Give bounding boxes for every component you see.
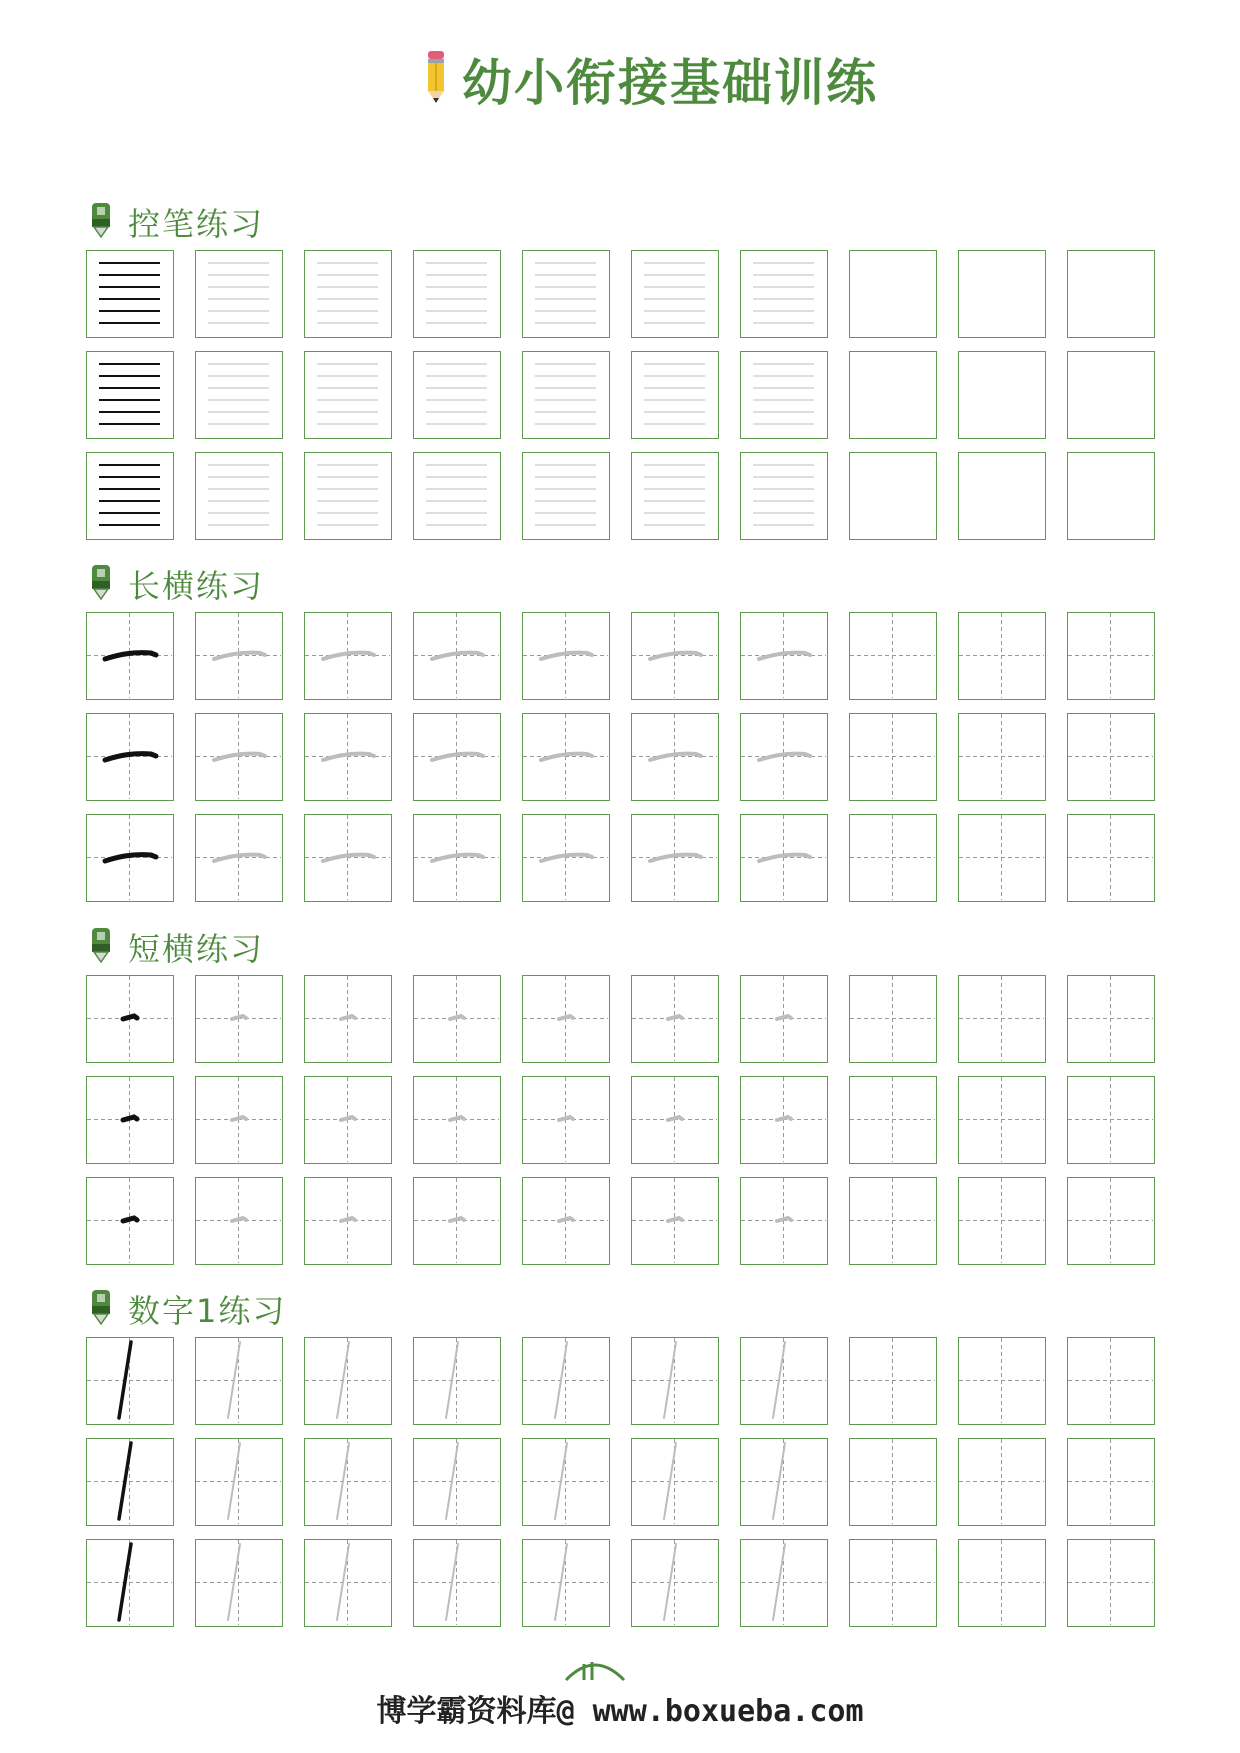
trace-cell — [413, 351, 501, 439]
blank-practice-cell — [849, 1438, 937, 1526]
blank-stroke — [1068, 453, 1153, 538]
trace-cell — [522, 1438, 610, 1526]
model-cell — [86, 1539, 174, 1627]
blank-practice-cell — [1067, 1539, 1155, 1627]
trace-cell — [522, 975, 610, 1063]
trace-cell — [304, 1539, 392, 1627]
blank-practice-cell — [849, 351, 937, 439]
trace-stroke — [741, 453, 826, 538]
section-title-long-horizontal: 长横练习 — [128, 567, 265, 605]
trace-cell — [522, 814, 610, 902]
trace-stroke — [414, 251, 499, 336]
blank-practice-cell — [849, 713, 937, 801]
trace-cell — [522, 1076, 610, 1164]
trace-stroke — [196, 352, 281, 437]
trace-cell — [522, 612, 610, 700]
trace-cell — [740, 351, 828, 439]
blank-practice-cell — [1067, 975, 1155, 1063]
blank-stroke — [1068, 1439, 1153, 1524]
trace-cell — [304, 250, 392, 338]
trace-stroke — [196, 714, 281, 799]
blank-stroke — [850, 251, 935, 336]
blank-practice-cell — [958, 1438, 1046, 1526]
model-cell — [86, 1438, 174, 1526]
trace-cell — [740, 452, 828, 540]
trace-cell — [631, 814, 719, 902]
trace-stroke — [632, 714, 717, 799]
blank-stroke — [959, 1077, 1044, 1162]
trace-cell — [631, 1438, 719, 1526]
trace-stroke — [632, 613, 717, 698]
trace-stroke — [632, 1077, 717, 1162]
blank-practice-cell — [849, 250, 937, 338]
trace-cell — [631, 975, 719, 1063]
blank-stroke — [850, 1178, 935, 1263]
trace-stroke — [196, 1439, 281, 1524]
trace-cell — [195, 250, 283, 338]
trace-cell — [304, 814, 392, 902]
trace-stroke — [523, 1540, 608, 1625]
pencil-eraser-icon — [88, 1288, 114, 1330]
trace-cell — [304, 1337, 392, 1425]
blank-stroke — [959, 251, 1044, 336]
model-stroke — [87, 613, 172, 698]
blank-practice-cell — [849, 1539, 937, 1627]
trace-cell — [195, 1539, 283, 1627]
trace-cell — [522, 1539, 610, 1627]
trace-stroke — [305, 1439, 390, 1524]
model-cell — [86, 713, 174, 801]
blank-stroke — [850, 1439, 935, 1524]
trace-stroke — [196, 1338, 281, 1423]
blank-stroke — [850, 1338, 935, 1423]
trace-cell — [740, 250, 828, 338]
blank-stroke — [959, 1540, 1044, 1625]
blank-stroke — [1068, 1077, 1153, 1162]
blank-practice-cell — [958, 250, 1046, 338]
blank-stroke — [1068, 1178, 1153, 1263]
trace-cell — [413, 1539, 501, 1627]
trace-stroke — [414, 1540, 499, 1625]
trace-stroke — [523, 352, 608, 437]
blank-stroke — [959, 815, 1044, 900]
blank-practice-cell — [849, 814, 937, 902]
trace-cell — [195, 452, 283, 540]
blank-practice-cell — [958, 351, 1046, 439]
model-stroke — [87, 453, 172, 538]
blank-practice-cell — [958, 1539, 1046, 1627]
trace-stroke — [523, 1439, 608, 1524]
model-stroke — [87, 976, 172, 1061]
blank-practice-cell — [958, 1177, 1046, 1265]
trace-stroke — [414, 1439, 499, 1524]
trace-stroke — [305, 1077, 390, 1162]
trace-cell — [740, 1076, 828, 1164]
blank-practice-cell — [958, 814, 1046, 902]
page-title: 幼小衔接基础训练 — [462, 53, 878, 112]
trace-cell — [740, 975, 828, 1063]
blank-stroke — [959, 1338, 1044, 1423]
model-cell — [86, 975, 174, 1063]
blank-stroke — [1068, 1338, 1153, 1423]
blank-practice-cell — [1067, 1177, 1155, 1265]
trace-stroke — [632, 251, 717, 336]
trace-stroke — [741, 1338, 826, 1423]
trace-cell — [522, 351, 610, 439]
trace-cell — [740, 713, 828, 801]
blank-stroke — [1068, 251, 1153, 336]
model-stroke — [87, 1178, 172, 1263]
trace-stroke — [523, 1077, 608, 1162]
trace-stroke — [196, 251, 281, 336]
trace-stroke — [305, 251, 390, 336]
blank-practice-cell — [1067, 1337, 1155, 1425]
trace-cell — [304, 1076, 392, 1164]
pencil-eraser-icon — [88, 926, 114, 968]
model-stroke — [87, 1540, 172, 1625]
section-title-short-horizontal: 短横练习 — [128, 930, 265, 968]
trace-cell — [195, 1438, 283, 1526]
blank-stroke — [959, 1439, 1044, 1524]
model-cell — [86, 814, 174, 902]
blank-stroke — [1068, 976, 1153, 1061]
trace-cell — [631, 351, 719, 439]
trace-stroke — [632, 453, 717, 538]
blank-practice-cell — [1067, 250, 1155, 338]
trace-stroke — [523, 453, 608, 538]
trace-cell — [195, 814, 283, 902]
trace-stroke — [305, 1178, 390, 1263]
section-header-digit-one — [88, 1287, 286, 1331]
trace-stroke — [305, 815, 390, 900]
trace-stroke — [414, 815, 499, 900]
footer-watermark-text: 博学霸资料库@ www.boxueba.com — [376, 1694, 864, 1729]
model-cell — [86, 1337, 174, 1425]
blank-practice-cell — [849, 1337, 937, 1425]
trace-cell — [522, 452, 610, 540]
trace-cell — [631, 250, 719, 338]
trace-cell — [740, 612, 828, 700]
trace-cell — [304, 1177, 392, 1265]
trace-stroke — [523, 714, 608, 799]
trace-stroke — [414, 1178, 499, 1263]
trace-cell — [522, 1177, 610, 1265]
trace-stroke — [632, 352, 717, 437]
trace-stroke — [523, 815, 608, 900]
pencil-eraser-icon — [88, 201, 114, 243]
blank-stroke — [850, 976, 935, 1061]
model-stroke — [87, 714, 172, 799]
blank-stroke — [850, 1077, 935, 1162]
trace-stroke — [523, 976, 608, 1061]
blank-practice-cell — [958, 713, 1046, 801]
model-cell — [86, 250, 174, 338]
trace-cell — [195, 351, 283, 439]
trace-cell — [195, 1337, 283, 1425]
trace-stroke — [305, 976, 390, 1061]
trace-cell — [413, 814, 501, 902]
trace-cell — [631, 452, 719, 540]
section-header-long-horizontal — [88, 562, 264, 606]
trace-cell — [413, 1337, 501, 1425]
trace-cell — [195, 612, 283, 700]
trace-cell — [195, 1076, 283, 1164]
model-cell — [86, 1177, 174, 1265]
trace-stroke — [741, 251, 826, 336]
trace-stroke — [741, 714, 826, 799]
trace-cell — [304, 351, 392, 439]
trace-stroke — [523, 251, 608, 336]
trace-stroke — [196, 613, 281, 698]
pencil-eraser-icon — [88, 563, 114, 605]
trace-stroke — [305, 1338, 390, 1423]
trace-stroke — [196, 815, 281, 900]
arc-icon — [560, 1656, 630, 1686]
trace-cell — [631, 612, 719, 700]
blank-stroke — [959, 453, 1044, 538]
trace-stroke — [741, 1077, 826, 1162]
blank-practice-cell — [849, 452, 937, 540]
blank-stroke — [1068, 613, 1153, 698]
trace-stroke — [414, 1077, 499, 1162]
trace-stroke — [414, 714, 499, 799]
trace-cell — [413, 612, 501, 700]
trace-stroke — [741, 1178, 826, 1263]
trace-cell — [631, 713, 719, 801]
blank-stroke — [959, 613, 1044, 698]
blank-stroke — [850, 352, 935, 437]
blank-stroke — [850, 815, 935, 900]
trace-stroke — [414, 613, 499, 698]
blank-practice-cell — [1067, 1438, 1155, 1526]
trace-stroke — [414, 352, 499, 437]
model-cell — [86, 351, 174, 439]
trace-cell — [522, 250, 610, 338]
blank-practice-cell — [958, 1076, 1046, 1164]
trace-cell — [413, 250, 501, 338]
blank-stroke — [1068, 352, 1153, 437]
trace-cell — [304, 612, 392, 700]
trace-stroke — [632, 1439, 717, 1524]
trace-stroke — [741, 1540, 826, 1625]
trace-stroke — [523, 613, 608, 698]
blank-practice-cell — [1067, 351, 1155, 439]
trace-cell — [304, 713, 392, 801]
trace-cell — [413, 975, 501, 1063]
blank-stroke — [850, 453, 935, 538]
model-stroke — [87, 1338, 172, 1423]
blank-stroke — [959, 352, 1044, 437]
trace-cell — [195, 975, 283, 1063]
blank-stroke — [850, 714, 935, 799]
pencil-icon — [420, 49, 452, 109]
trace-stroke — [196, 1540, 281, 1625]
blank-practice-cell — [1067, 1076, 1155, 1164]
trace-stroke — [632, 1540, 717, 1625]
trace-cell — [413, 1177, 501, 1265]
trace-cell — [631, 1177, 719, 1265]
section-title-pen-control: 控笔练习 — [128, 205, 265, 243]
trace-cell — [740, 1177, 828, 1265]
model-stroke — [87, 352, 172, 437]
trace-stroke — [305, 352, 390, 437]
trace-cell — [631, 1076, 719, 1164]
model-cell — [86, 612, 174, 700]
blank-practice-cell — [958, 1337, 1046, 1425]
trace-cell — [195, 1177, 283, 1265]
trace-cell — [740, 814, 828, 902]
trace-stroke — [741, 613, 826, 698]
blank-practice-cell — [1067, 814, 1155, 902]
model-stroke — [87, 251, 172, 336]
trace-cell — [631, 1539, 719, 1627]
trace-stroke — [305, 453, 390, 538]
trace-stroke — [632, 1178, 717, 1263]
trace-cell — [740, 1539, 828, 1627]
trace-cell — [413, 452, 501, 540]
section-title-digit-one: 数字1练习 — [128, 1292, 287, 1330]
blank-stroke — [850, 613, 935, 698]
blank-stroke — [959, 1178, 1044, 1263]
trace-cell — [413, 1076, 501, 1164]
trace-stroke — [741, 1439, 826, 1524]
model-stroke — [87, 1439, 172, 1524]
blank-stroke — [1068, 1540, 1153, 1625]
blank-stroke — [1068, 714, 1153, 799]
trace-stroke — [305, 714, 390, 799]
trace-cell — [304, 1438, 392, 1526]
trace-cell — [740, 1337, 828, 1425]
trace-stroke — [196, 1178, 281, 1263]
model-stroke — [87, 1077, 172, 1162]
blank-practice-cell — [849, 1076, 937, 1164]
trace-stroke — [414, 1338, 499, 1423]
model-stroke — [87, 815, 172, 900]
blank-stroke — [959, 976, 1044, 1061]
trace-cell — [740, 1438, 828, 1526]
blank-practice-cell — [849, 1177, 937, 1265]
trace-cell — [304, 975, 392, 1063]
trace-stroke — [741, 352, 826, 437]
trace-stroke — [632, 1338, 717, 1423]
section-header-short-horizontal — [88, 925, 264, 969]
trace-stroke — [196, 453, 281, 538]
model-cell — [86, 452, 174, 540]
trace-cell — [304, 452, 392, 540]
blank-stroke — [850, 1540, 935, 1625]
trace-stroke — [414, 976, 499, 1061]
blank-practice-cell — [1067, 612, 1155, 700]
blank-practice-cell — [849, 612, 937, 700]
trace-stroke — [741, 976, 826, 1061]
trace-cell — [522, 1337, 610, 1425]
trace-stroke — [414, 453, 499, 538]
trace-stroke — [305, 613, 390, 698]
trace-cell — [195, 713, 283, 801]
model-cell — [86, 1076, 174, 1164]
blank-practice-cell — [958, 975, 1046, 1063]
worksheet-header — [420, 44, 878, 114]
blank-practice-cell — [1067, 452, 1155, 540]
trace-cell — [413, 1438, 501, 1526]
trace-stroke — [632, 815, 717, 900]
blank-stroke — [1068, 815, 1153, 900]
trace-stroke — [523, 1338, 608, 1423]
blank-practice-cell — [958, 612, 1046, 700]
blank-stroke — [959, 714, 1044, 799]
trace-stroke — [523, 1178, 608, 1263]
blank-practice-cell — [849, 975, 937, 1063]
blank-practice-cell — [1067, 713, 1155, 801]
trace-stroke — [196, 976, 281, 1061]
trace-cell — [413, 713, 501, 801]
trace-stroke — [632, 976, 717, 1061]
blank-practice-cell — [958, 452, 1046, 540]
section-header-pen-control — [88, 200, 264, 244]
trace-stroke — [305, 1540, 390, 1625]
trace-stroke — [741, 815, 826, 900]
trace-cell — [631, 1337, 719, 1425]
trace-cell — [522, 713, 610, 801]
trace-stroke — [196, 1077, 281, 1162]
